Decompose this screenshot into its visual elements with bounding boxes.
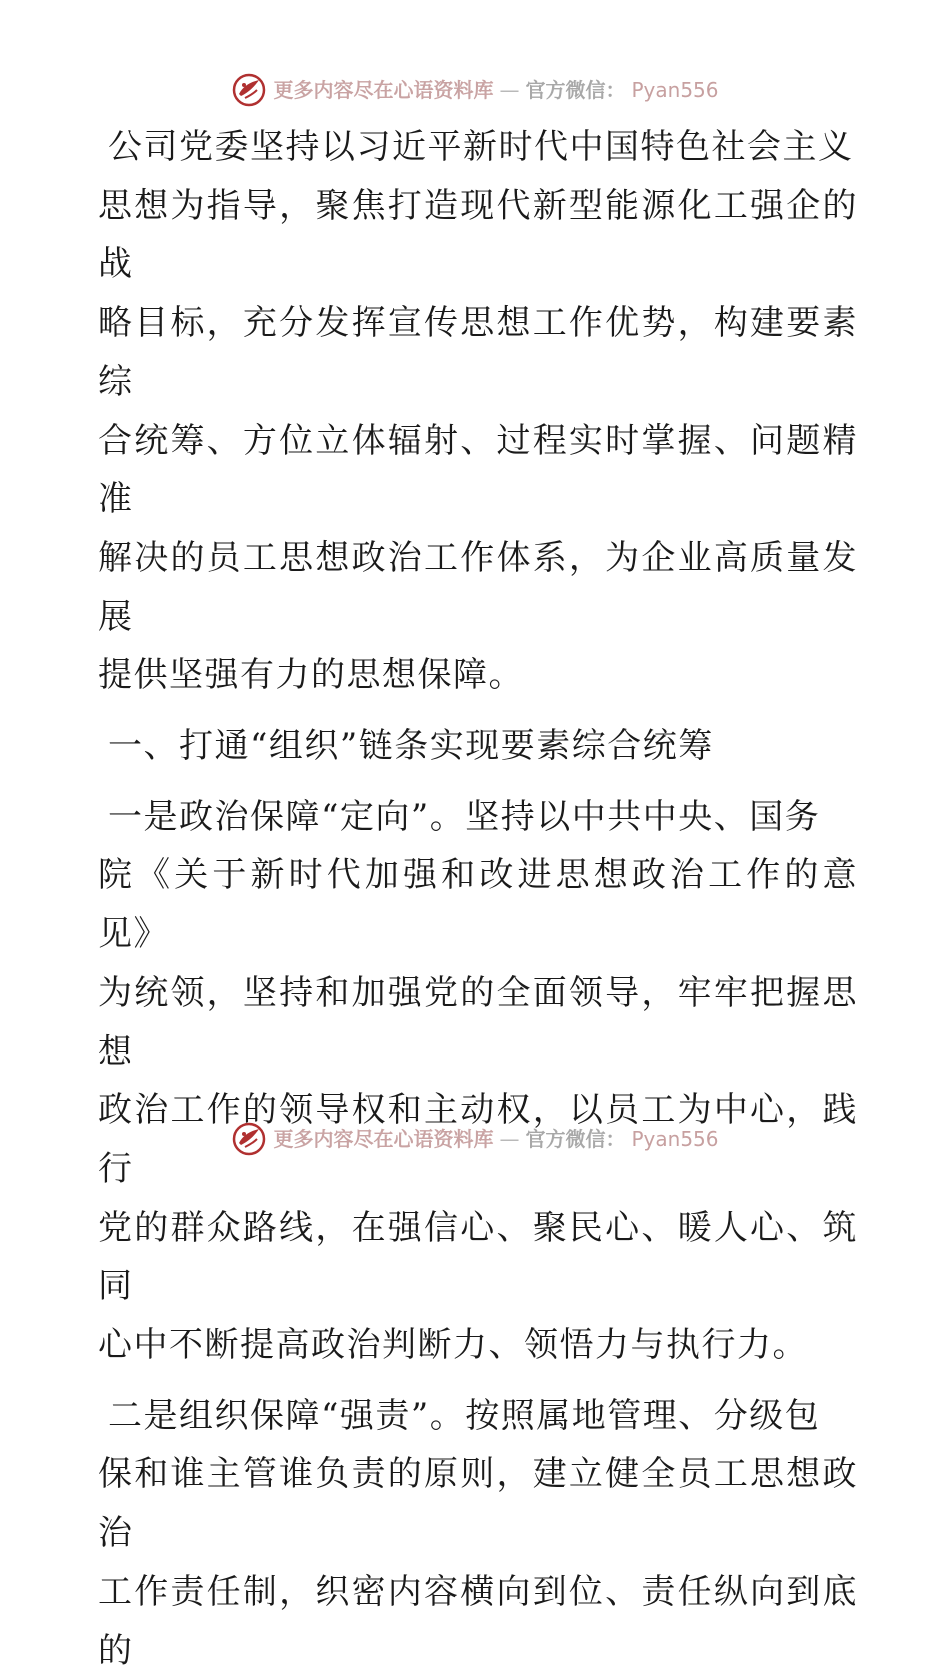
text-line: 提供坚强有力的思想保障。	[98, 655, 524, 696]
pen-logo-icon	[231, 72, 267, 108]
text-line: 二是组织保障“强责”。按照属地管理、分级包	[108, 1395, 821, 1436]
heading-line: 一、打通“组织”链条实现要素综合统筹	[108, 726, 714, 767]
pen-logo-icon	[231, 1121, 267, 1157]
text-line: 党的群众路线，在强信心、聚民心、暖人心、筑同	[98, 1207, 858, 1307]
watermark-content	[231, 1119, 718, 1159]
intro-paragraph	[98, 118, 858, 705]
point-two-paragraph	[98, 1387, 858, 1680]
watermark-main-text: 更多内容尽在心语资料库	[273, 78, 494, 102]
watermark-dash: —	[499, 1127, 520, 1151]
text-line: 院《关于新时代加强和改进思想政治工作的意见》	[98, 855, 858, 955]
text-line: 合统筹、方位立体辐射、过程实时掌握、问题精准	[98, 420, 858, 520]
watermark-wechat-id: Pyan556	[631, 78, 719, 102]
document-body	[98, 118, 858, 1680]
watermark-content	[231, 70, 718, 110]
text-line: 公司党委坚持以习近平新时代中国特色社会主义	[108, 127, 854, 167]
text-line: 保和谁主管谁负责的原则，建立健全员工思想政治	[98, 1454, 858, 1554]
watermark-banner-top	[0, 70, 950, 110]
text-line: 一是政治保障“定向”。坚持以中共中央、国务	[108, 796, 821, 837]
text-line: 略目标，充分发挥宣传思想工作优势，构建要素综	[98, 303, 858, 402]
text-line: 为统领，坚持和加强党的全面领导，牢牢把握思想	[98, 972, 858, 1072]
text-line: 心中不断提高政治判断力、领悟力与执行力。	[98, 1325, 808, 1366]
text-line: 工作责任制，织密内容横向到位、责任纵向到底的	[98, 1571, 858, 1671]
watermark-wechat-label: 官方微信：	[525, 78, 626, 102]
text-line: 解决的员工思想政治工作体系，为企业高质量发展	[98, 537, 858, 637]
watermark-banner-bottom	[0, 1119, 950, 1159]
text-line: 政治工作的领导权和主动权，以员工为中心，践行	[98, 1090, 858, 1189]
watermark-wechat-label: 官方微信：	[525, 1127, 626, 1151]
watermark-dash: —	[499, 78, 520, 102]
section-heading	[98, 717, 858, 776]
text-line: 思想为指导，聚焦打造现代新型能源化工强企的战	[98, 185, 858, 285]
watermark-wechat-id: Pyan556	[631, 1127, 719, 1151]
point-one-paragraph	[98, 788, 858, 1375]
watermark-main-text: 更多内容尽在心语资料库	[273, 1127, 494, 1151]
